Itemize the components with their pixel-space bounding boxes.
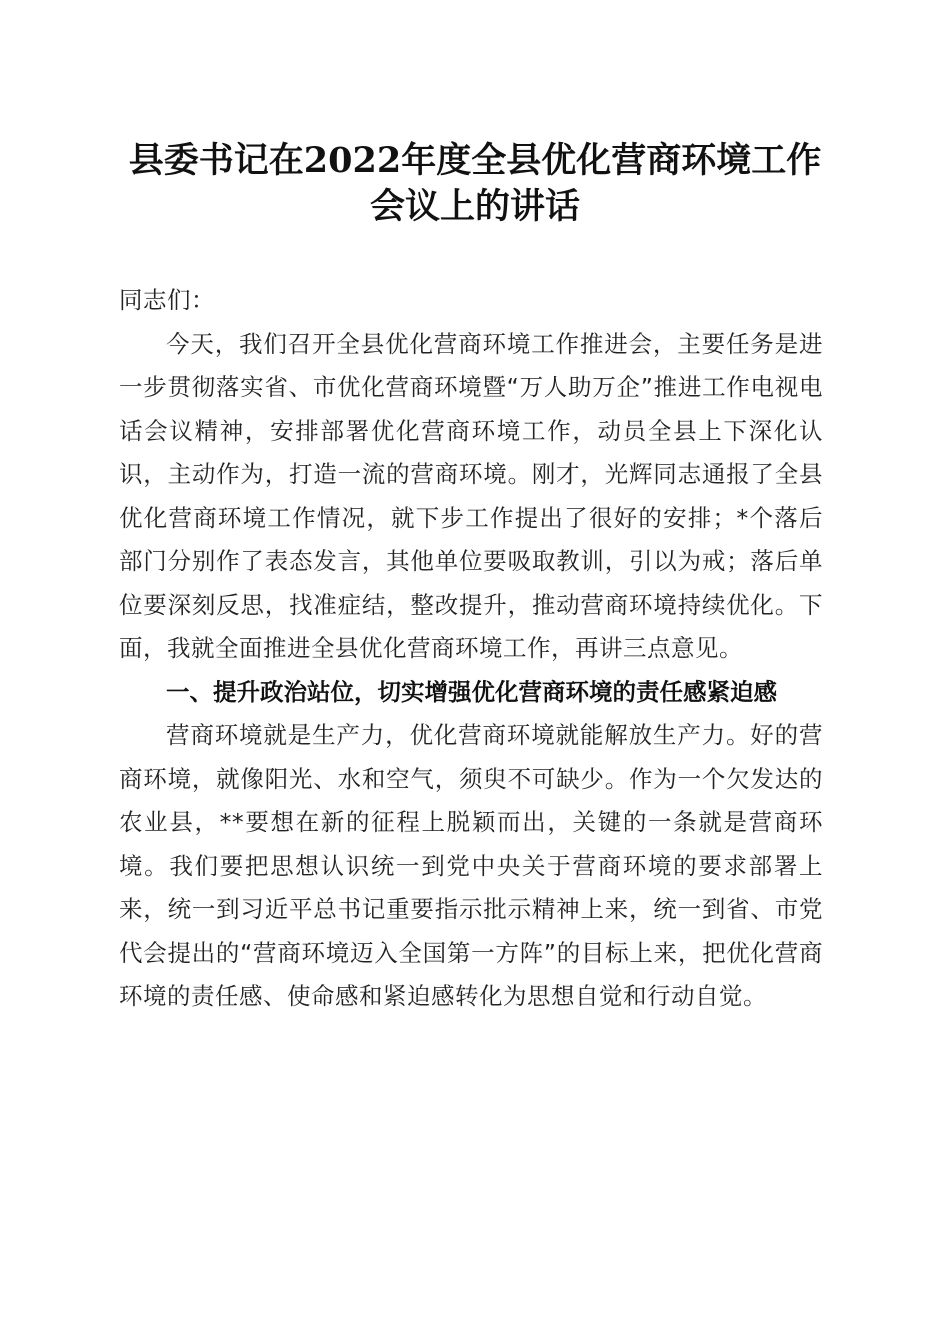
paragraph-opening: 今天，我们召开全县优化营商环境工作推进会，主要任务是进一步贯彻落实省、市优化营商环境暨“万人助万企”推进工作电视电话会议精神，安排部署优化营商环境工作，动员全县上下深化认识，主动作为，打造一流的营商环境。刚才，光辉同志通报了全县优化营商环境工作情况，就下步工作提出了很好的安排；*个落后部门分别作了表态发言，其他单位要吸取教训，引以为戒；落后单位要深刻反思，找准症结，整改提升，推动营商环境持续优化。下面，我就全面推进全县优化营商环境工作，再讲三点意见。: [119, 329, 823, 662]
document-body: [119, 279, 823, 1019]
title-line-1: 县委书记在2022年度全县优化营商环境工作: [128, 140, 822, 181]
section-heading-1: 一、提升政治站位，切实增强优化营商环境的责任感紧迫感: [166, 677, 777, 706]
paragraph-section-1: 营商环境就是生产力，优化营商环境就能解放生产力。好的营商环境，就像阳光、水和空气，须臾不可缺少。作为一个欠发达的农业县，**要想在新的征程上脱颖而出，关键的一条就是营商环境。我们要把思想认识统一到党中央关于营商环境的要求部署上来，统一到习近平总书记重要指示批示精神上来，统一到省、市党代会提出的“营商环境迈入全国第一方阵”的目标上来，把优化营商环境的责任感、使命感和紧迫感转化为思想自觉和行动自觉。: [119, 721, 823, 1010]
salutation: 同志们：: [119, 286, 215, 314]
title-line-2: 会议上的讲话: [369, 186, 580, 227]
document-title: [100, 138, 850, 230]
